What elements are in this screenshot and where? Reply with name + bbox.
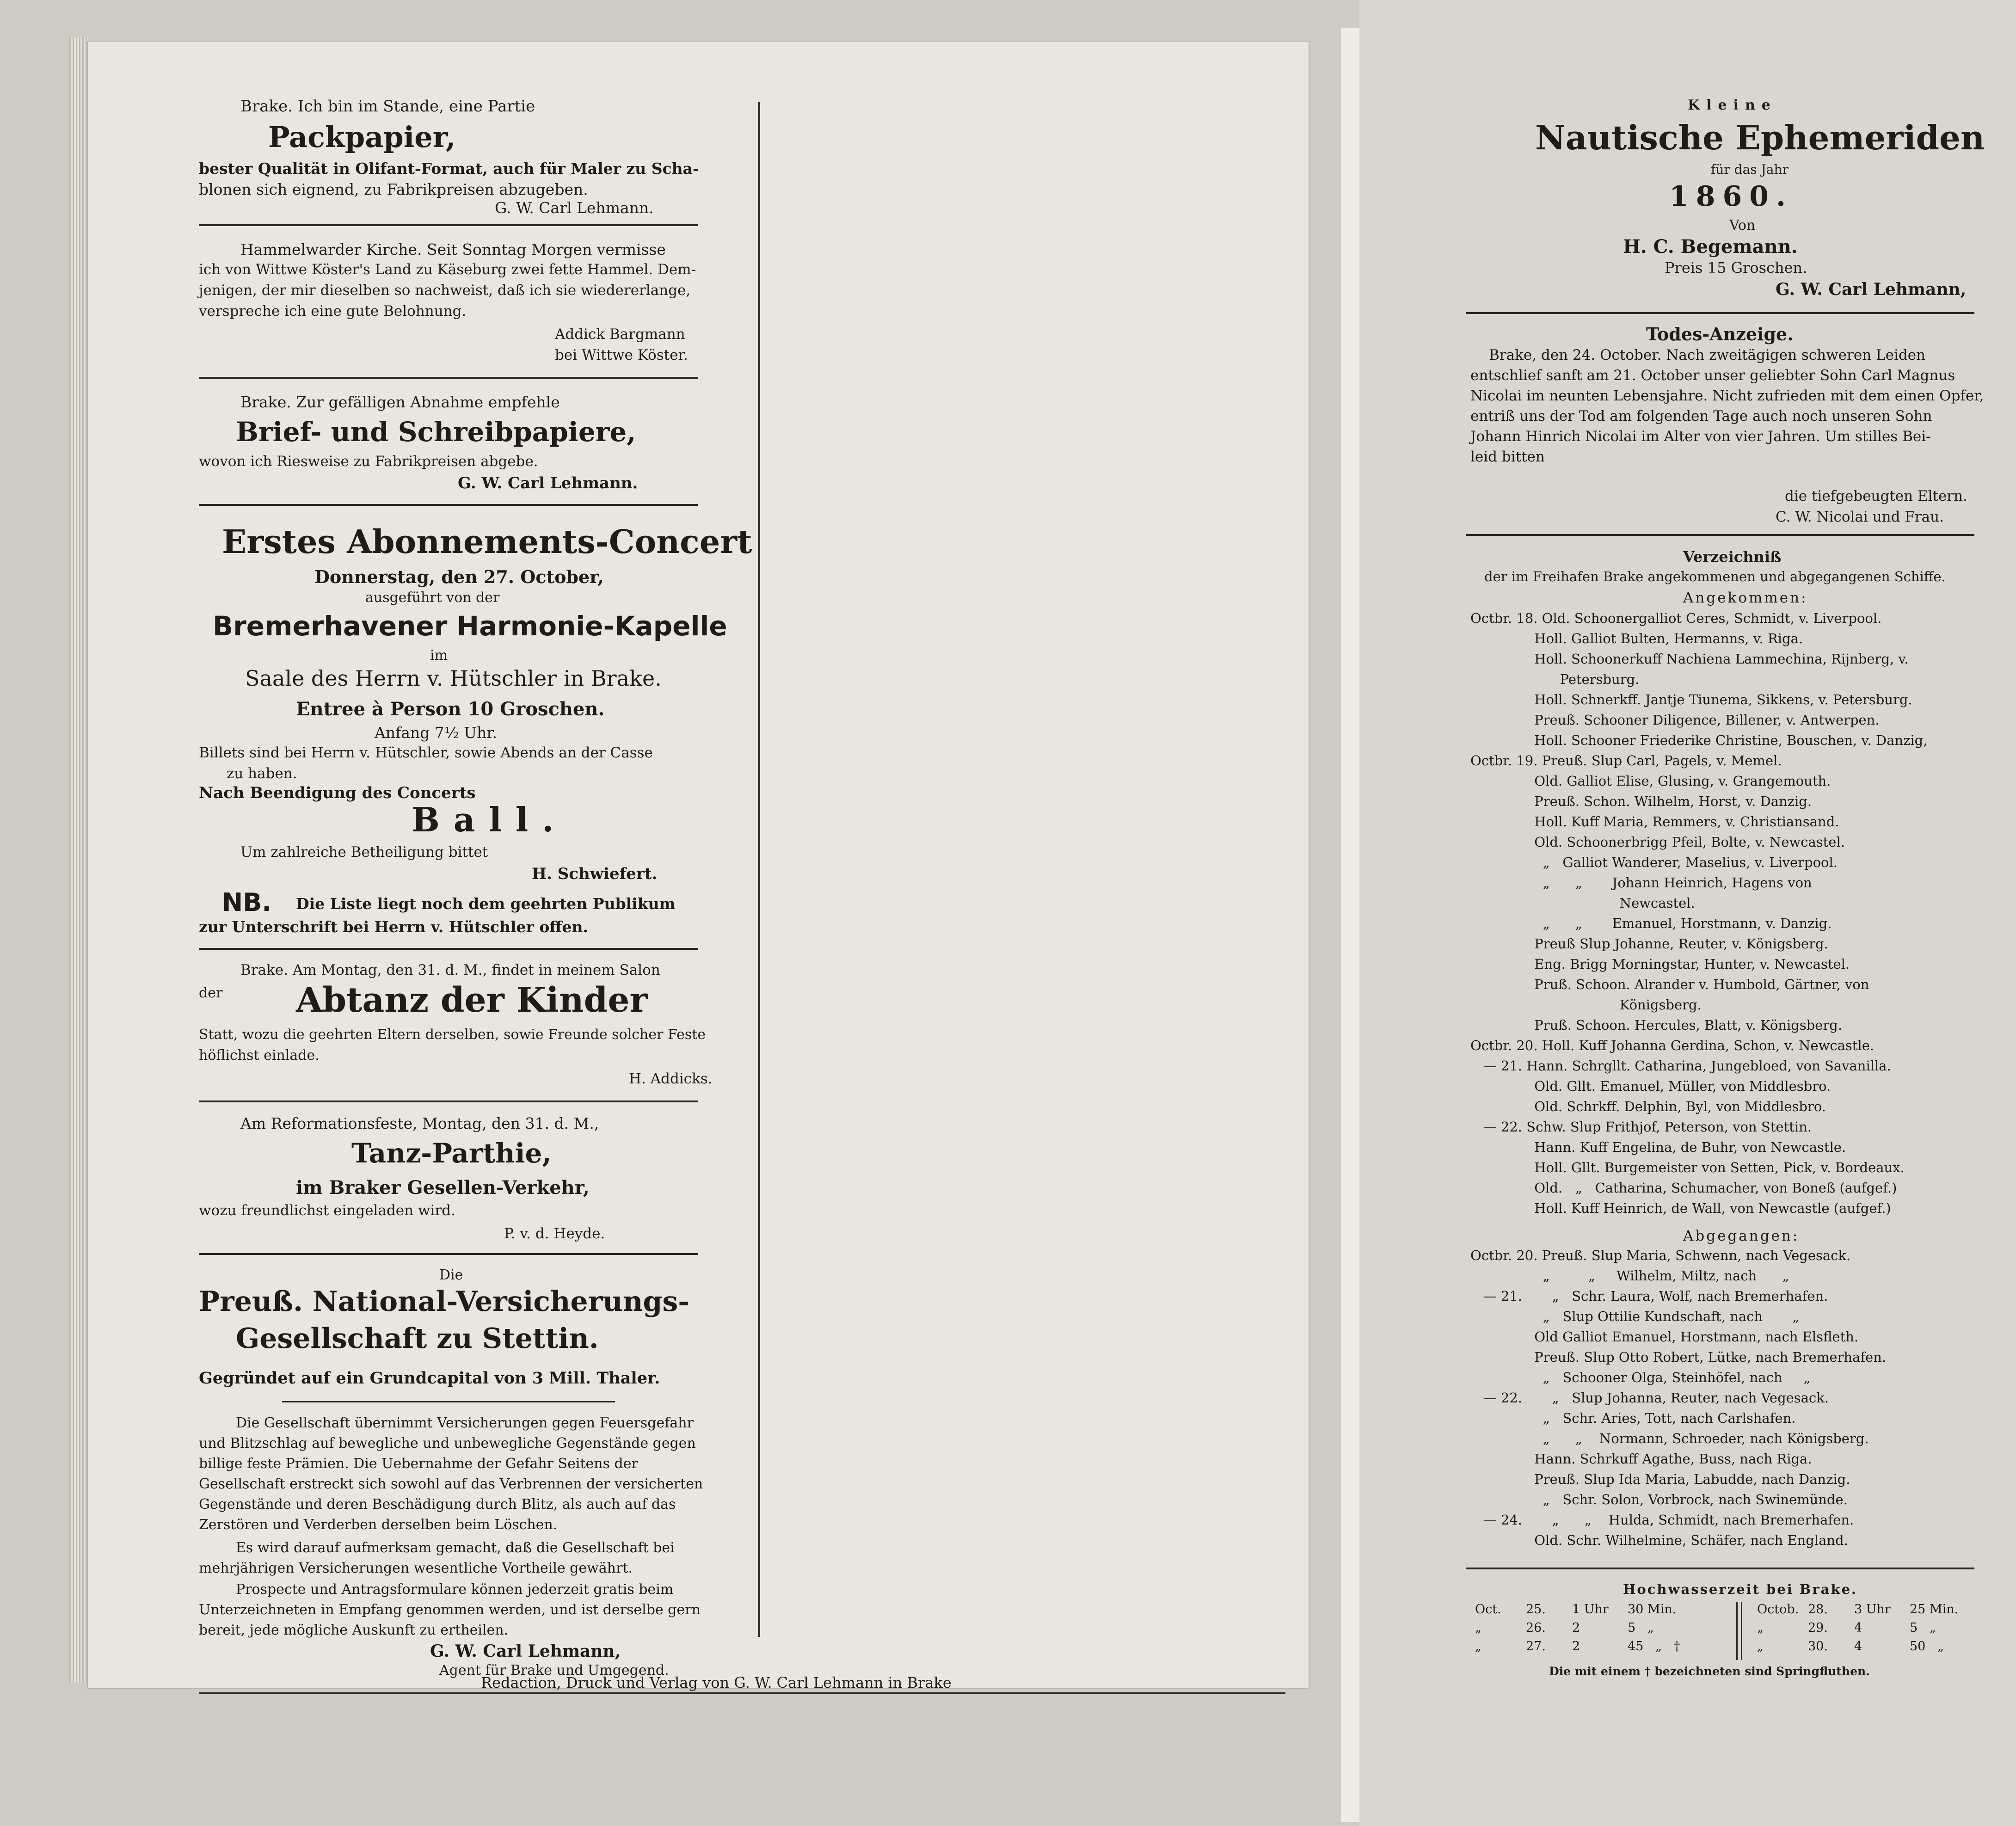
- separator-4: [199, 948, 698, 950]
- ship-entry: Octbr. 19. Preuß. Slup Carl, Pagels, v. Memel.: [1470, 753, 1782, 769]
- ad-ephemeriden-fuer: für das Jahr: [1711, 162, 1789, 177]
- ad-packpapier-line2: bester Qualität in Olifant-Format, auch für Maler zu Scha-: [199, 160, 699, 178]
- ad-concert-by: ausgeführt von der: [365, 590, 500, 606]
- ad-packpapier-signature: G. W. Carl Lehmann.: [495, 199, 654, 217]
- ship-entry: Holl. Kuff Maria, Remmers, v. Christiansand.: [1470, 814, 1839, 830]
- tide-cell: „: [1475, 1639, 1481, 1654]
- ad-ephemeriden-author: H. C. Begemann.: [1623, 236, 1798, 258]
- ad-hammel-line3: jenigen, der mir dieselben so nachweist, daß ich sie wiedererlange,: [199, 282, 691, 299]
- ad-insurance-signature: G. W. Carl Lehmann,: [430, 1642, 621, 1661]
- separator-2: [199, 377, 698, 379]
- ship-entry: Old Galliot Emanuel, Horstmann, nach Elsfleth.: [1470, 1329, 1859, 1345]
- tide-cell: Oct.: [1475, 1602, 1501, 1617]
- para-line: Gesellschaft erstreckt sich sowohl auf das Verbrennen der versicherten: [199, 1476, 703, 1492]
- ad-schreibpapiere-intro: Brake. Zur gefälligen Abnahme empfehle: [240, 393, 560, 411]
- ad-schreibpapiere-line2: wovon ich Riesweise zu Fabrikpreisen abgebe.: [199, 453, 538, 470]
- death-line: Johann Hinrich Nicolai im Alter von vier Jahren. Um stilles Bei-: [1470, 428, 1931, 445]
- footer-imprint: Redaction, Druck und Verlag von G. W. Carl Lehmann in Brake: [481, 1674, 952, 1691]
- ship-entry: „ „ Emanuel, Horstmann, v. Danzig.: [1470, 916, 1832, 931]
- ship-entry: Octbr. 18. Old. Schoonergalliot Ceres, Schmidt, v. Liverpool.: [1470, 610, 1882, 626]
- ad-concert-title: Erstes Abonnements-Concert: [222, 523, 752, 561]
- ad-abtanz-intro: Brake. Am Montag, den 31. d. M., findet in meinem Salon: [240, 962, 660, 978]
- footer-rule: [199, 1692, 1285, 1694]
- tide-cell: 28.: [1808, 1602, 1828, 1617]
- tide-divider: [1736, 1602, 1738, 1660]
- ships-subtitle: der im Freihafen Brake angekommenen und abgegangenen Schiffe.: [1484, 569, 1946, 584]
- page-stack-edge: [69, 37, 88, 1683]
- separator-5: [199, 1101, 698, 1102]
- ad-insurance-signature-2: Agent für Brake und Umgegend.: [439, 1662, 669, 1678]
- para-line: Gegenstände und deren Beschädigung durch Blitz, als auch auf das: [199, 1496, 676, 1512]
- ship-entry: Old. Schoonerbrigg Pfeil, Bolte, v. Newcastel.: [1470, 834, 1845, 850]
- tide-cell: 29.: [1808, 1621, 1828, 1635]
- tide-cell: 45 „ †: [1628, 1639, 1680, 1654]
- tide-cell: „: [1475, 1621, 1481, 1635]
- ad-concert-tickets-2: zu haben.: [227, 765, 297, 782]
- ship-entry: Hann. Schrkuff Agathe, Buss, nach Riga.: [1470, 1451, 1812, 1467]
- tide-cell: 25.: [1526, 1602, 1546, 1617]
- ad-concert-signature: H. Schwiefert.: [532, 865, 658, 883]
- separator-r2: [1466, 534, 1974, 536]
- ship-entry: Preuß. Slup Otto Robert, Lütke, nach Bremerhafen.: [1470, 1349, 1887, 1365]
- ad-packpapier-title: Packpapier,: [268, 120, 456, 154]
- separator-r1: [1466, 312, 1974, 314]
- ad-concert-nb-1: Die Liste liegt noch dem geehrten Publikum: [296, 895, 676, 913]
- ad-concert-start: Anfang 7½ Uhr.: [375, 724, 498, 742]
- ad-tanzparthie-title: Tanz-Parthie,: [351, 1137, 552, 1169]
- ad-hammel-line1: Hammelwarder Kirche. Seit Sonntag Morgen vermisse: [240, 240, 666, 258]
- ship-entry: „ „ Johann Heinrich, Hagens von: [1470, 875, 1812, 891]
- separator-6: [199, 1253, 698, 1255]
- ad-ephemeriden-von: Von: [1729, 217, 1756, 234]
- ship-entry: „ Schr. Aries, Tott, nach Carlshafen.: [1470, 1410, 1796, 1426]
- ad-death-signature-2: C. W. Nicolai und Frau.: [1776, 509, 1944, 525]
- separator-7: [282, 1401, 615, 1402]
- ship-entry: — 22. „ Slup Johanna, Reuter, nach Vegesack.: [1470, 1390, 1829, 1406]
- ad-concert-entry: Entree à Person 10 Groschen.: [296, 698, 605, 720]
- ship-entry: Old. Schrkff. Delphin, Byl, von Middlesbro.: [1470, 1099, 1826, 1114]
- ships-arrived-label: Angekommen:: [1683, 590, 1808, 606]
- ship-entry: Holl. Schoonerkuff Nachiena Lammechina, Rijnberg, v.: [1470, 651, 1909, 667]
- ad-ephemeriden-price: Preis 15 Groschen.: [1665, 259, 1807, 277]
- ad-insurance-subtitle: Gegründet auf ein Grundcapital von 3 Mill. Thaler.: [199, 1369, 660, 1388]
- ship-entry: „ „ Normann, Schroeder, nach Königsberg.: [1470, 1431, 1869, 1446]
- ship-entry: — 22. Schw. Slup Frithjof, Peterson, von Stettin.: [1470, 1119, 1812, 1135]
- para-line: und Blitzschlag auf bewegliche und unbewegliche Gegenstände gegen: [199, 1435, 696, 1451]
- ship-entry: Old. Gllt. Emanuel, Müller, von Middlesbro.: [1470, 1078, 1831, 1094]
- ship-entry: „ „ Wilhelm, Miltz, nach „: [1470, 1268, 1789, 1284]
- separator-r3: [1466, 1568, 1974, 1569]
- death-line: Nicolai im neunten Lebensjahre. Nicht zufrieden mit dem einen Opfer,: [1470, 387, 1984, 404]
- tide-cell: 5 „: [1910, 1621, 1936, 1635]
- para-line: mehrjährigen Versicherungen wesentliche Vortheile gewährt.: [199, 1560, 633, 1576]
- ad-schreibpapiere-title: Brief- und Schreibpapiere,: [236, 416, 636, 448]
- ship-entry: Pruß. Schoon. Hercules, Blatt, v. Königsberg.: [1470, 1017, 1843, 1033]
- para-line: Prospecte und Antragsformulare können jederzeit gratis beim: [236, 1581, 674, 1598]
- tide-cell: 26.: [1526, 1621, 1546, 1635]
- tide-note: Die mit einem † bezeichneten sind Springfluthen.: [1549, 1665, 1870, 1678]
- ship-entry: Preuß. Schon. Wilhelm, Horst, v. Danzig.: [1470, 793, 1812, 809]
- ad-death-title: Todes-Anzeige.: [1646, 324, 1794, 344]
- ad-hammel-line4: verspreche ich eine gute Belohnung.: [199, 303, 467, 320]
- ship-entry: Eng. Brigg Morningstar, Hunter, v. Newcastel.: [1470, 956, 1850, 972]
- ad-packpapier-intro: Brake. Ich bin im Stande, eine Partie: [240, 97, 535, 116]
- ad-concert-after: Nach Beendigung des Concerts: [199, 784, 476, 802]
- para-line: billige feste Prämien. Die Uebernahme der Gefahr Seitens der: [199, 1456, 638, 1472]
- next-page-edge: [1341, 28, 1359, 1822]
- para-line: Die Gesellschaft übernimmt Versicherungen gegen Feuersgefahr: [236, 1415, 694, 1431]
- death-line: leid bitten: [1470, 449, 1545, 465]
- tide-cell: 5 „: [1628, 1621, 1654, 1635]
- tide-cell: 3 Uhr: [1854, 1602, 1891, 1617]
- ship-entry: Holl. Schooner Friederike Christine, Bouschen, v. Danzig,: [1470, 732, 1928, 748]
- ship-entry: Preuß. Slup Ida Maria, Labudde, nach Danzig.: [1470, 1471, 1850, 1487]
- ad-ephemeriden-title: Nautische Ephemeriden: [1535, 118, 1985, 157]
- ad-ephemeriden-year: 1860.: [1669, 180, 1793, 213]
- ship-entry: Octbr. 20. Preuß. Slup Maria, Schwenn, nach Vegesack.: [1470, 1248, 1851, 1263]
- para-line: bereit, jede mögliche Auskunft zu ertheilen.: [199, 1622, 509, 1638]
- ad-concert-im: im: [430, 647, 448, 664]
- tide-divider-2: [1741, 1602, 1742, 1660]
- ship-entry: Old. Schr. Wilhelmine, Schäfer, nach England.: [1470, 1532, 1848, 1548]
- ship-entry: Pruß. Schoon. Alrander v. Humbold, Gärtner, von: [1470, 977, 1869, 992]
- tide-cell: 30.: [1808, 1639, 1828, 1654]
- ad-hammel-signature-2: bei Wittwe Köster.: [555, 347, 688, 363]
- para-line: Es wird darauf aufmerksam gemacht, daß die Gesellschaft bei: [236, 1540, 675, 1556]
- tide-cell: „: [1757, 1639, 1764, 1654]
- para-line: Zerstören und Verderben derselben beim Löschen.: [199, 1517, 558, 1533]
- tide-cell: 27.: [1526, 1639, 1546, 1654]
- ship-entry: Old. „ Catharina, Schumacher, von Boneß (aufgef.): [1470, 1180, 1897, 1196]
- ad-tanzparthie-line3: wozu freundlichst eingeladen wird.: [199, 1202, 455, 1219]
- ships-title: Verzeichniß: [1683, 548, 1782, 566]
- separator-1: [199, 224, 698, 226]
- ad-concert-band: Bremerhavener Harmonie-Kapelle: [213, 610, 727, 642]
- death-line: entriß uns der Tod am folgenden Tage auch noch unseren Sohn: [1470, 408, 1932, 424]
- ship-entry: — 24. „ „ Hulda, Schmidt, nach Bremerhafen.: [1470, 1512, 1854, 1528]
- tide-title: Hochwasserzeit bei Brake.: [1623, 1581, 1858, 1597]
- ship-entry: Newcastel.: [1470, 895, 1695, 911]
- death-line: entschlief sanft am 21. October unser geliebter Sohn Carl Magnus: [1470, 367, 1955, 384]
- tide-cell: „: [1757, 1621, 1764, 1635]
- para-line: Unterzeichneten in Empfang genommen werden, und ist derselbe gern: [199, 1602, 701, 1618]
- ship-entry: Old. Galliot Elise, Glusing, v. Grangemouth.: [1470, 773, 1831, 789]
- ad-abtanz-title: Abtanz der Kinder: [296, 980, 648, 1020]
- ship-entry: — 21. Hann. Schrgllt. Catharina, Jungebloed, von Savanilla.: [1470, 1058, 1891, 1074]
- tide-cell: 1 Uhr: [1572, 1602, 1609, 1617]
- ship-entry: Holl. Schnerkff. Jantje Tiunema, Sikkens, v. Petersburg.: [1470, 692, 1912, 707]
- ship-entry: Holl. Gllt. Burgemeister von Setten, Pick, v. Bordeaux.: [1470, 1160, 1905, 1175]
- ad-concert-venue: Saale des Herrn v. Hütschler in Brake.: [245, 666, 662, 691]
- ad-insurance-die: Die: [439, 1267, 463, 1283]
- tide-cell: 4: [1854, 1621, 1862, 1635]
- ship-entry: Preuß Slup Johanne, Reuter, v. Königsberg.: [1470, 936, 1828, 952]
- tide-cell: 4: [1854, 1639, 1862, 1654]
- ship-entry: Petersburg.: [1470, 671, 1640, 687]
- ship-entry: „ Schr. Solon, Vorbrock, nach Swinemünde.: [1470, 1492, 1848, 1507]
- tide-cell: Octob.: [1757, 1602, 1799, 1617]
- ship-entry: Holl. Galliot Bulten, Hermanns, v. Riga.: [1470, 631, 1803, 646]
- ship-entry: Holl. Kuff Heinrich, de Wall, von Newcastle (aufgef.): [1470, 1200, 1891, 1216]
- ad-abtanz-signature: H. Addicks.: [629, 1070, 713, 1087]
- ad-hammel-line2: ich von Wittwe Köster's Land zu Käseburg zwei fette Hammel. Dem-: [199, 261, 696, 278]
- ship-entry: Königsberg.: [1470, 997, 1702, 1013]
- ad-insurance-title-2: Gesellschaft zu Stettin.: [236, 1322, 599, 1355]
- ad-concert-ball: Ball.: [412, 800, 568, 839]
- ad-ephemeriden-kleine: Kleine: [1688, 97, 1777, 113]
- ad-abtanz-line2: Statt, wozu die geehrten Eltern derselben, sowie Freunde solcher Feste: [199, 1027, 706, 1043]
- tide-cell: 50 „: [1910, 1639, 1944, 1654]
- ship-entry: „ Slup Ottilie Kundschaft, nach „: [1470, 1309, 1800, 1324]
- ad-concert-nb-label: NB.: [222, 888, 271, 917]
- tide-cell: 25 Min.: [1910, 1602, 1959, 1617]
- ad-insurance-title-1: Preuß. National-Versicherungs-: [199, 1285, 690, 1318]
- ship-entry: „ Galliot Wanderer, Maselius, v. Liverpool.: [1470, 855, 1838, 870]
- ad-ephemeriden-signature: G. W. Carl Lehmann,: [1776, 280, 1967, 299]
- tide-cell: 30 Min.: [1628, 1602, 1677, 1617]
- ad-concert-nb-2: zur Unterschrift bei Herrn v. Hütschler offen.: [199, 918, 588, 936]
- ad-hammel-signature-1: Addick Bargmann: [555, 326, 685, 343]
- ship-entry: „ Schooner Olga, Steinhöfel, nach „: [1470, 1370, 1811, 1385]
- column-divider: [758, 102, 760, 1637]
- ship-entry: Hann. Kuff Engelina, de Buhr, von Newcastle.: [1470, 1139, 1846, 1155]
- ad-death-signature-1: die tiefgebeugten Eltern.: [1785, 488, 1967, 504]
- ad-tanzparthie-intro: Am Reformationsfeste, Montag, den 31. d. M.,: [240, 1114, 599, 1132]
- ad-packpapier-line3: blonen sich eignend, zu Fabrikpreisen abzugeben.: [199, 180, 588, 198]
- ad-abtanz-der: der: [199, 985, 223, 1001]
- ad-abtanz-line3: höflichst einlade.: [199, 1047, 320, 1064]
- ship-entry: Preuß. Schooner Diligence, Billener, v. Antwerpen.: [1470, 712, 1880, 728]
- tide-cell: 2: [1572, 1639, 1580, 1654]
- ships-departed-label: Abgegangen:: [1683, 1228, 1800, 1244]
- ad-tanzparthie-line2: im Braker Gesellen-Verkehr,: [296, 1177, 590, 1199]
- ship-entry: Octbr. 20. Holl. Kuff Johanna Gerdina, Schon, v. Newcastle.: [1470, 1038, 1875, 1053]
- ad-tanzparthie-signature: P. v. d. Heyde.: [504, 1225, 605, 1242]
- separator-3: [199, 504, 698, 506]
- ad-schreibpapiere-signature: G. W. Carl Lehmann.: [458, 474, 638, 492]
- ad-concert-date: Donnerstag, den 27. October,: [314, 566, 604, 587]
- ship-entry: — 21. „ Schr. Laura, Wolf, nach Bremerhafen.: [1470, 1288, 1828, 1304]
- death-line: Brake, den 24. October. Nach zweitägigen schweren Leiden: [1489, 347, 1926, 363]
- ad-concert-invite: Um zahlreiche Betheiligung bittet: [240, 844, 488, 861]
- newspaper-page: [88, 42, 1985, 1688]
- tide-cell: 2: [1572, 1621, 1580, 1635]
- ad-concert-tickets-1: Billets sind bei Herrn v. Hütschler, sowie Abends an der Casse: [199, 744, 653, 761]
